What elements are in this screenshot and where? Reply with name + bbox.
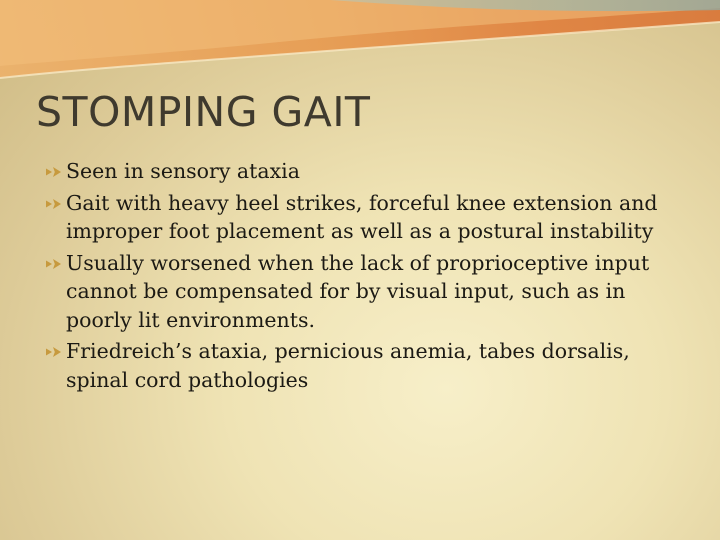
slide-title: STOMPING GAIT [36, 88, 371, 136]
bullet-arrow-icon [46, 198, 62, 210]
bullet-item [46, 337, 696, 394]
bullet-arrow-icon [46, 258, 62, 270]
bullet-text: Gait with heavy heel strikes, forceful knee extension and improper foot placement as well as a postural instability [66, 190, 658, 243]
bullet-item [46, 189, 696, 246]
bullet-text: Friedreich’s ataxia, pernicious anemia, tabes dorsalis, spinal cord pathologies [66, 339, 630, 392]
bullet-list [46, 157, 696, 397]
bullet-arrow-icon [46, 346, 62, 358]
bullet-item [46, 249, 696, 335]
bullet-text: Usually worsened when the lack of proprioceptive input cannot be compensated for by visual input, such as in poorly lit environments. [66, 250, 650, 332]
bullet-arrow-icon [46, 166, 62, 178]
bullet-item [46, 157, 696, 186]
decorative-top-band [0, 0, 720, 90]
bullet-text: Seen in sensory ataxia [66, 159, 300, 183]
